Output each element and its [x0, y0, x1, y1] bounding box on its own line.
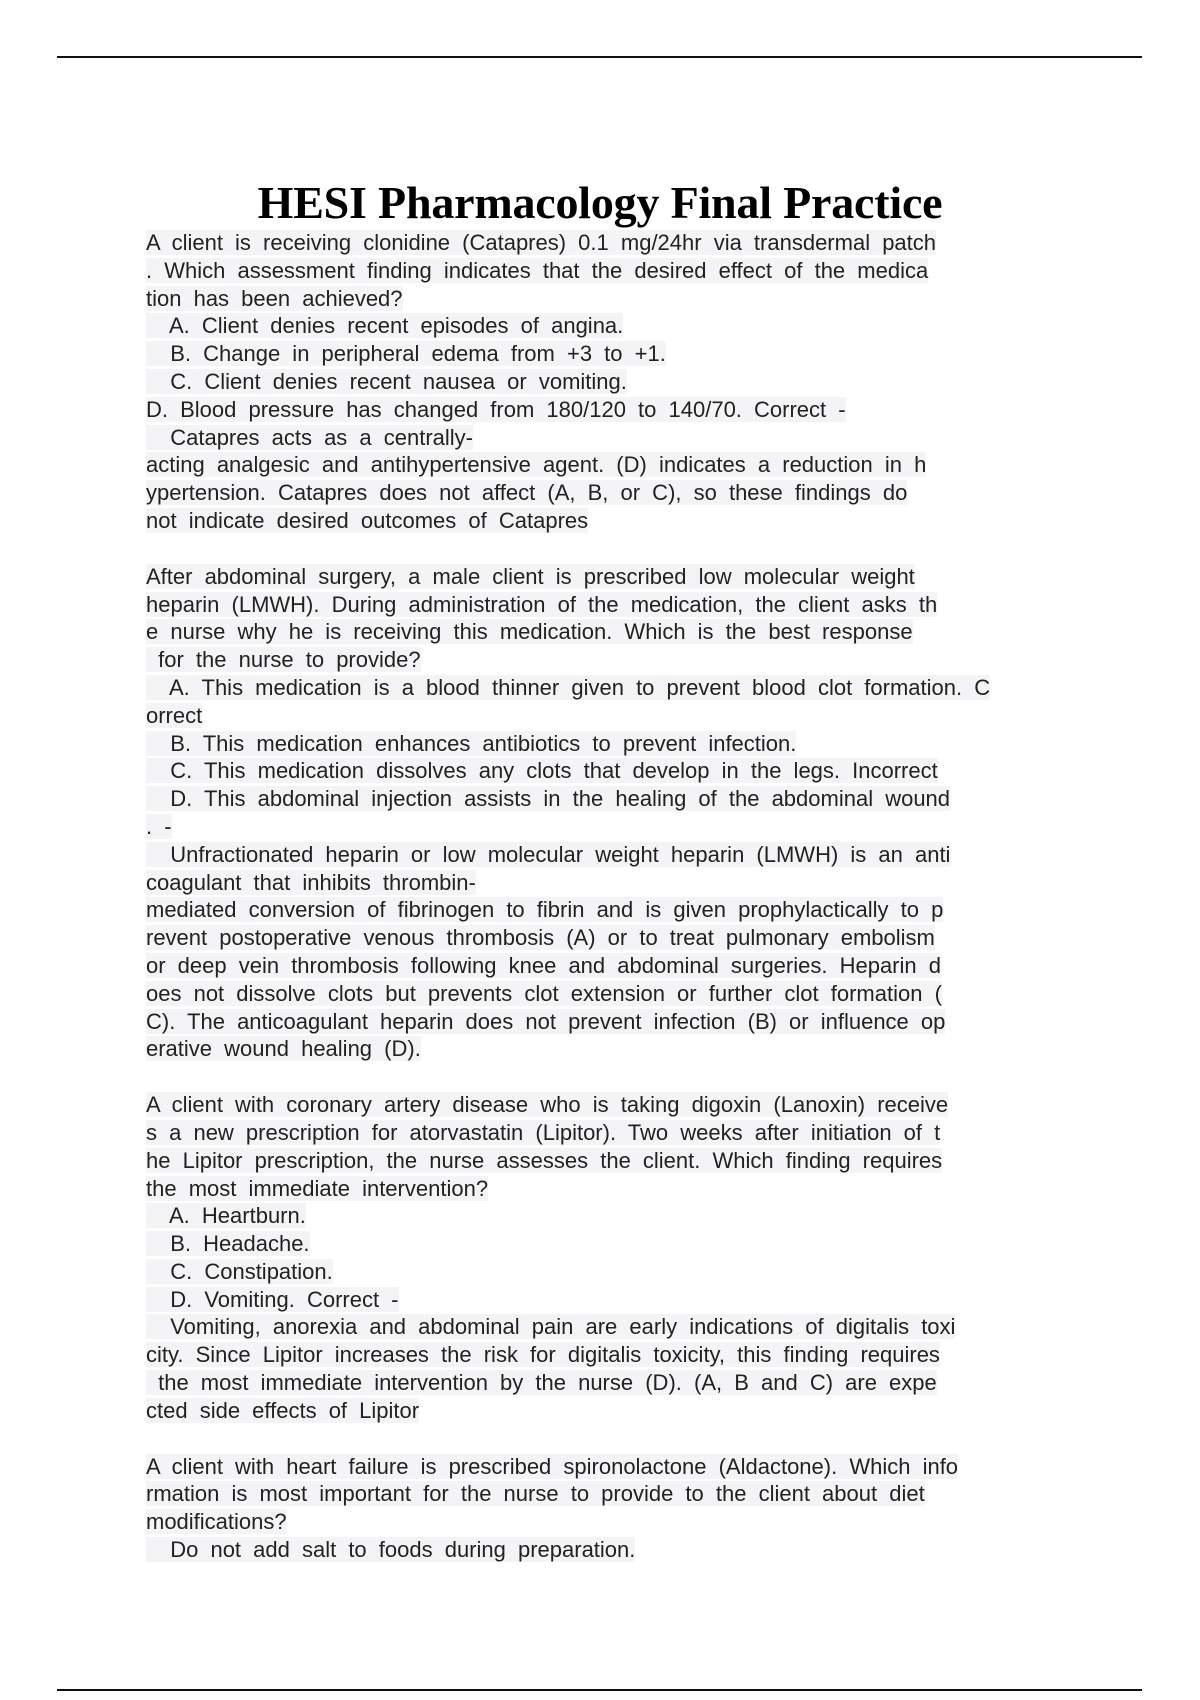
text-line	[146, 424, 1136, 452]
text-line	[146, 1480, 1136, 1508]
text-line	[146, 674, 1136, 702]
text-line-content: B. Change in peripheral edema from +3 to +1.	[146, 341, 666, 367]
text-line	[146, 229, 1136, 257]
text-line	[146, 340, 1136, 368]
block-spacer	[146, 1425, 1136, 1453]
text-line-content: A client is receiving clonidine (Catapres) 0.1 mg/24hr via transdermal patch	[146, 230, 937, 255]
text-line-content: the most immediate intervention?	[146, 1175, 489, 1201]
text-line	[146, 591, 1136, 619]
document-body	[146, 229, 1136, 1564]
text-line-content: modifications?	[146, 1509, 287, 1535]
text-line	[146, 896, 1136, 924]
text-line	[146, 1341, 1136, 1369]
text-line	[146, 1119, 1136, 1147]
text-line-content: oes not dissolve clots but prevents clot extension or further clot formation (	[146, 980, 942, 1006]
text-line-content: C. Constipation.	[146, 1258, 333, 1284]
text-line	[146, 757, 1136, 785]
text-line	[146, 980, 1136, 1008]
text-line	[146, 618, 1136, 646]
text-line-content: mediated conversion of fibrinogen to fibrin and is given prophylactically to p	[146, 897, 944, 923]
text-line	[146, 1508, 1136, 1536]
text-line-content: C. This medication dissolves any clots that develop in the legs. Incorrect	[146, 758, 938, 784]
text-line	[146, 1202, 1136, 1230]
block-spacer	[146, 535, 1136, 563]
text-line-content: or deep vein thrombosis following knee and abdominal surgeries. Heparin d	[146, 952, 941, 978]
text-line-content: After abdominal surgery, a male client is prescribed low molecular weight	[146, 563, 915, 589]
text-line-content: rmation is most important for the nurse to provide to the client about diet	[146, 1481, 925, 1507]
text-line	[146, 285, 1136, 313]
text-line-content: for the nurse to provide?	[146, 647, 421, 673]
text-line	[146, 368, 1136, 396]
text-line	[146, 924, 1136, 952]
text-line-content: Do not add salt to foods during preparation.	[146, 1537, 636, 1563]
text-line-content: A. This medication is a blood thinner given to prevent blood clot formation. C	[146, 674, 991, 700]
text-line-content: A. Heartburn.	[146, 1203, 306, 1229]
text-line-content: the most immediate intervention by the nurse (D). (A, B and C) are expe	[146, 1370, 937, 1396]
text-line-content: . Which assessment finding indicates that the desired effect of the medica	[146, 257, 929, 283]
text-line-content: A. Client denies recent episodes of angina.	[146, 313, 624, 339]
text-line	[146, 869, 1136, 897]
text-line-content: acting analgesic and antihypertensive agent. (D) indicates a reduction in h	[146, 452, 927, 478]
bottom-rule	[57, 1689, 1142, 1691]
text-line	[146, 785, 1136, 813]
text-line	[146, 507, 1136, 535]
text-line	[146, 1397, 1136, 1425]
text-line	[146, 312, 1136, 340]
text-line	[146, 1147, 1136, 1175]
text-line	[146, 1008, 1136, 1036]
text-line	[146, 702, 1136, 730]
text-line	[146, 479, 1136, 507]
text-line-content: D. Blood pressure has changed from 180/120 to 140/70. Correct -	[146, 396, 846, 422]
text-line-content: orrect	[146, 702, 203, 728]
text-line-content: ypertension. Catapres does not affect (A, B, or C), so these findings do	[146, 480, 908, 506]
text-line-content: revent postoperative venous thrombosis (A) or to treat pulmonary embolism	[146, 925, 935, 951]
text-line-content: e nurse why he is receiving this medication. Which is the best response	[146, 619, 913, 645]
text-line-content: tion has been achieved?	[146, 285, 403, 311]
text-line-content: Unfractionated heparin or low molecular weight heparin (LMWH) is an anti	[146, 841, 951, 867]
text-line	[146, 1286, 1136, 1314]
text-line-content: coagulant that inhibits thrombin-	[146, 869, 476, 895]
text-line-content: Catapres acts as a centrally-	[146, 424, 474, 450]
text-line-content: C. Client denies recent nausea or vomiting.	[146, 368, 627, 394]
text-line-content: cted side effects of Lipitor	[146, 1397, 420, 1423]
text-line-content: Vomiting, anorexia and abdominal pain are early indications of digitalis toxi	[146, 1314, 956, 1340]
text-line-content: he Lipitor prescription, the nurse assesses the client. Which finding requires	[146, 1147, 943, 1173]
text-line-content: erative wound healing (D).	[146, 1036, 421, 1062]
text-line-content: A client with heart failure is prescribed spironolactone (Aldactone). Which info	[146, 1453, 959, 1479]
text-line	[146, 813, 1136, 841]
question-block	[146, 229, 1136, 535]
text-line	[146, 451, 1136, 479]
text-line-content: B. This medication enhances antibiotics to prevent infection.	[146, 730, 797, 756]
text-line-content: A client with coronary artery disease who is taking digoxin (Lanoxin) receive	[146, 1092, 949, 1118]
text-line	[146, 1258, 1136, 1286]
text-line	[146, 257, 1136, 285]
text-line	[146, 841, 1136, 869]
text-line	[146, 1453, 1136, 1481]
text-line-content: city. Since Lipitor increases the risk for digitalis toxicity, this finding requires	[146, 1342, 940, 1368]
text-line	[146, 1230, 1136, 1258]
question-block	[146, 1453, 1136, 1564]
question-block	[146, 1091, 1136, 1425]
text-line	[146, 563, 1136, 591]
text-line	[146, 646, 1136, 674]
text-line	[146, 952, 1136, 980]
text-line	[146, 1313, 1136, 1341]
top-rule	[57, 56, 1142, 58]
text-line-content: s a new prescription for atorvastatin (Lipitor). Two weeks after initiation of t	[146, 1119, 941, 1145]
text-line-content: D. Vomiting. Correct -	[146, 1286, 399, 1312]
text-line	[146, 1369, 1136, 1397]
block-spacer	[146, 1063, 1136, 1091]
text-line	[146, 1175, 1136, 1203]
text-line-content: heparin (LMWH). During administration of the medication, the client asks th	[146, 591, 938, 617]
text-line	[146, 1091, 1136, 1119]
text-line-content: C). The anticoagulant heparin does not prevent infection (B) or influence op	[146, 1008, 946, 1034]
question-block	[146, 563, 1136, 1063]
text-line-content: D. This abdominal injection assists in the healing of the abdominal wound	[146, 786, 951, 812]
page-title: HESI Pharmacology Final Practice	[257, 176, 943, 228]
text-line	[146, 1035, 1136, 1063]
text-line-content: . -	[146, 813, 172, 839]
text-line-content: not indicate desired outcomes of Catapres	[146, 507, 589, 533]
text-line	[146, 396, 1136, 424]
text-line	[146, 1536, 1136, 1564]
text-line-content: B. Headache.	[146, 1231, 310, 1257]
text-line	[146, 730, 1136, 758]
